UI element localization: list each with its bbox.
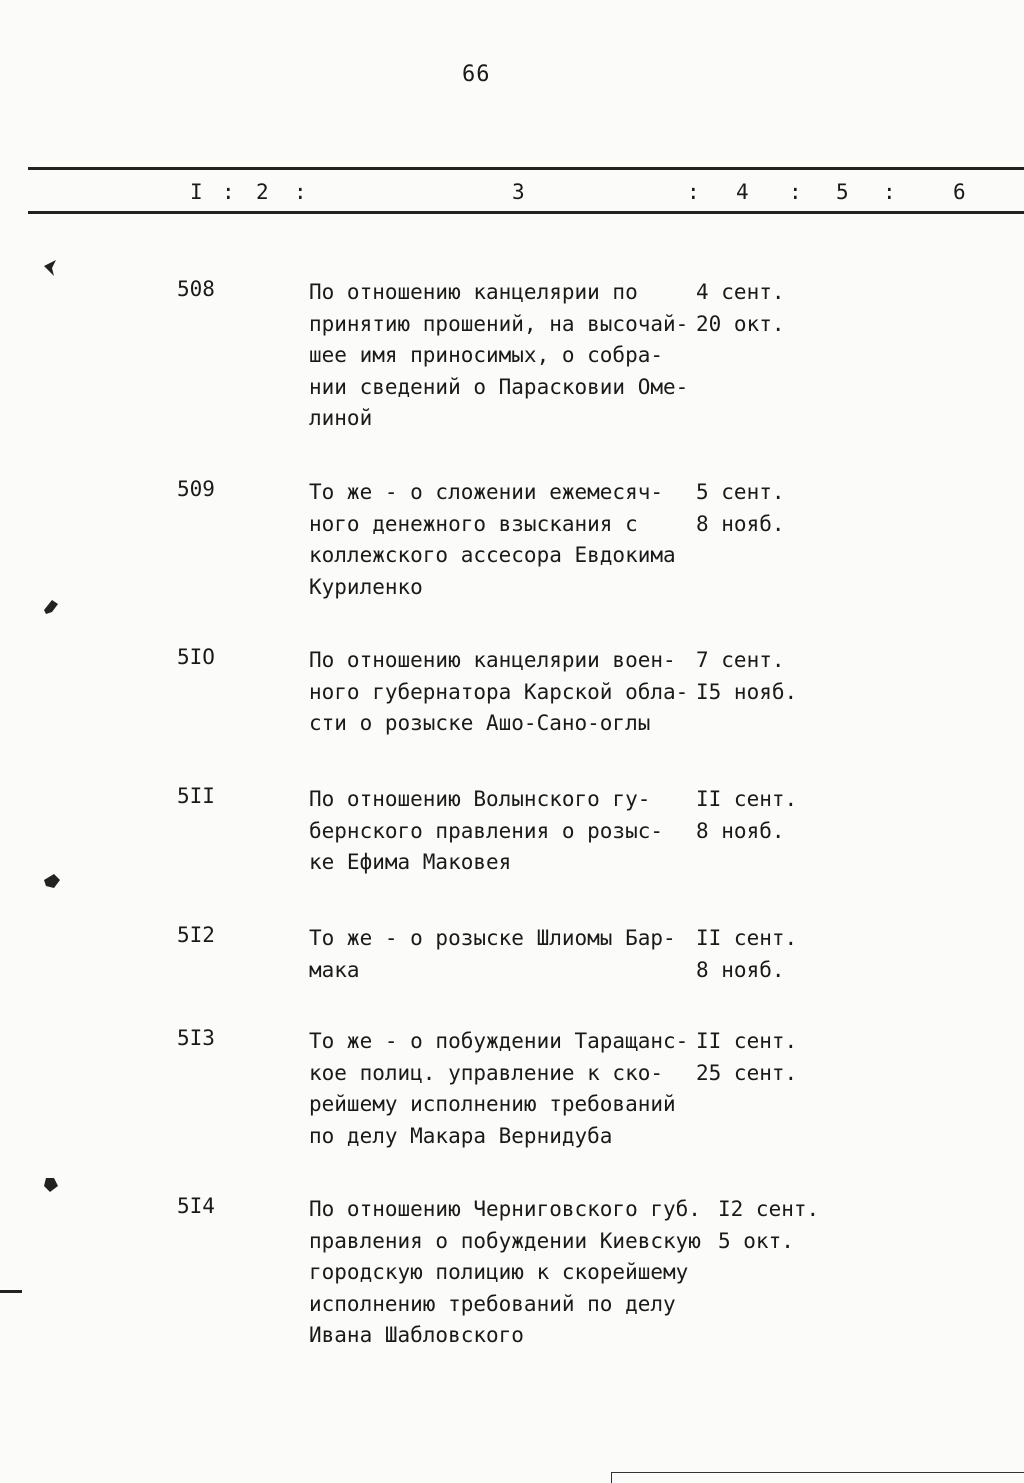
corner-line-horizontal [611,1472,1024,1473]
description-line: ке Ефима Маковея [309,850,512,874]
description-line: По отношению Волынского гу- [309,787,651,811]
entry-dates [718,1194,819,1257]
entry-description [309,645,688,740]
description-line: По отношению канцелярии по [309,280,638,304]
entry-description [309,277,688,435]
column-header-1: I [190,180,203,204]
description-line: То же - о розыске Шлиомы Бар- [309,926,676,950]
end-date: 25 сент. [696,1060,798,1085]
entry-dates [696,645,797,708]
description-line: ного денежного взыскания с [309,511,638,536]
binder-hole-mark [40,870,62,892]
binder-hole-mark [40,1172,62,1194]
start-date: I2 сент. [718,1197,820,1221]
column-header-5: 5 [836,180,849,204]
description-line: мака [309,957,360,982]
entry-description [309,784,663,879]
entry-number: 509 [177,477,215,501]
entry-dates [696,277,785,340]
start-date: 4 сент. [696,280,785,304]
binder-hole-mark [40,596,62,618]
column-separator: : [789,180,802,204]
binder-hole-mark [40,256,62,278]
description-line: принятию прошений, на высочай- [309,311,689,336]
column-header-3: 3 [512,180,525,204]
entry-description [309,923,676,986]
end-date: 8 нояб. [696,957,785,982]
description-line: Ивана Шабловского [309,1323,524,1347]
start-date: II сент. [696,787,798,811]
entry-dates [696,1026,797,1089]
entry-number: 5I4 [177,1194,215,1218]
entry-dates [696,923,797,986]
column-separator: : [222,180,235,204]
description-line: То же - о побуждении Таращанс- [309,1029,689,1053]
description-line: То же - о сложении ежемесяч- [309,480,664,504]
end-date: 8 нояб. [696,511,785,536]
description-line: Куриленко [309,574,423,599]
end-date: I5 нояб. [696,679,798,704]
description-line: по делу Макара Вернидуба [309,1123,613,1148]
table-header-rule-bottom [28,211,1024,214]
entry-number: 5IO [177,645,215,669]
end-date: 5 окт. [718,1228,794,1253]
column-header-6: 6 [953,180,966,204]
description-line: рейшему исполнению требований [309,1092,676,1116]
description-line: бернского правления о розыс- [309,818,664,843]
description-line: шее имя приносимых, о собра- [309,343,664,367]
start-date: 5 сент. [696,480,785,504]
corner-line-vertical [611,1472,612,1483]
entry-description [309,1194,701,1352]
left-edge-mark [0,1290,22,1293]
end-date: 20 окт. [696,311,785,336]
column-header-4: 4 [736,180,749,204]
entry-dates [696,784,797,847]
column-separator: : [883,180,896,204]
description-line: городскую полицию к скорейшему [309,1260,689,1284]
start-date: II сент. [696,926,798,950]
description-line: сти о розыске Ашо-Сано-оглы [309,711,651,735]
description-line: правления о побуждении Киевскую [309,1228,701,1253]
column-separator: : [687,180,700,204]
description-line: линой [309,406,373,430]
entry-number: 5I3 [177,1026,215,1050]
entry-number: 5II [177,784,215,808]
page-number: 66 [462,62,491,87]
table-header-rule-top [28,167,1024,170]
entry-dates [696,477,785,540]
entry-number: 508 [177,277,215,301]
entry-description [309,1026,688,1152]
column-separator: : [294,180,307,204]
start-date: II сент. [696,1029,798,1053]
description-line: кое полиц. управление к ско- [309,1060,664,1085]
description-line: исполнению требований по делу [309,1291,676,1316]
column-header-2: 2 [256,180,269,204]
start-date: 7 сент. [696,648,785,672]
end-date: 8 нояб. [696,818,785,843]
description-line: ного губернатора Карской обла- [309,679,689,704]
description-line: По отношению Черниговского губ. [309,1197,701,1221]
description-line: нии сведений о Парасковии Оме- [309,374,689,399]
entry-description [309,477,676,603]
description-line: По отношению канцелярии воен- [309,648,676,672]
table-header [0,180,1024,210]
description-line: коллежского ассесора Евдокима [309,543,676,567]
entry-number: 5I2 [177,923,215,947]
